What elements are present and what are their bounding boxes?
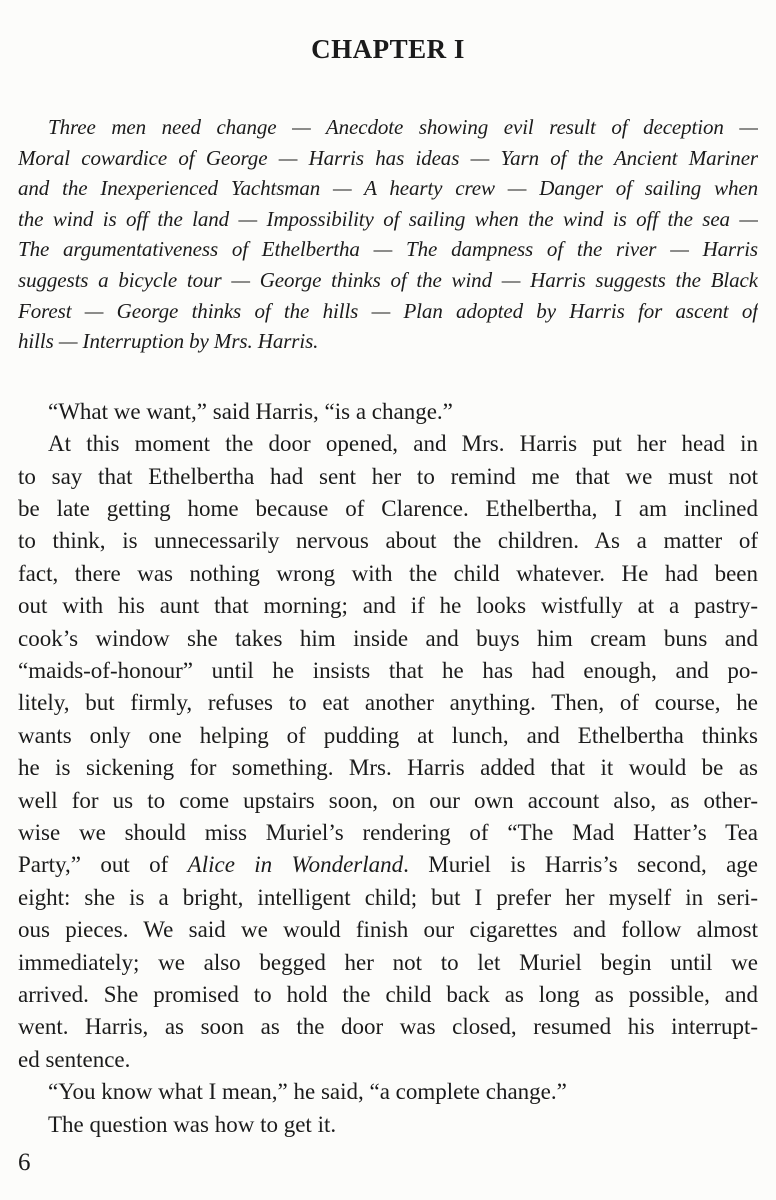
- text-segment: “What we want,” said Harris, “is a change.”: [48, 398, 453, 424]
- text-line: [18, 1044, 758, 1076]
- text-segment: Three men need change — Anecdote showing evil result of deception —: [48, 115, 758, 139]
- text-line: [18, 265, 758, 296]
- text-segment: Forest — George thinks of the hills — Plan adopted by Harris for ascent of: [18, 298, 758, 323]
- text-segment: Moral cowardice of George — Harris has ideas — Yarn of the Ancient Mariner: [18, 145, 758, 170]
- text-line: [18, 143, 758, 174]
- text-line: [18, 1011, 758, 1043]
- text-segment: “maids-of-honour” until he insists that he has had enough, and po-: [18, 658, 758, 683]
- text-segment: be late getting home because of Clarence. Ethelbertha, I am inclined: [18, 495, 758, 521]
- text-segment: ed sentence.: [18, 1046, 131, 1072]
- text-segment: to think, is unnecessarily nervous about the children. As a matter of: [18, 528, 758, 554]
- text-segment: to say that Ethelbertha had sent her to remind me that we must not: [18, 463, 758, 489]
- text-segment: wants only one helping of pudding at lunch, and Ethelbertha thinks: [18, 722, 758, 748]
- text-segment: The question was how to get it.: [48, 1111, 337, 1137]
- chapter-heading: CHAPTER I: [311, 34, 465, 64]
- text-line: [18, 914, 758, 946]
- text-segment: the wind is off the land — Impossibility of sailing when the wind is off the sea —: [18, 206, 758, 231]
- text-line: [18, 204, 758, 235]
- text-segment: well for us to come upstairs soon, on our own account also, as other-: [18, 787, 758, 813]
- text-line: [18, 947, 758, 979]
- text-line: [18, 785, 758, 817]
- text-line: [18, 655, 758, 687]
- text-line: [18, 112, 758, 143]
- text-segment: out with his aunt that morning; and if he looks wistfully at a pastry-: [18, 593, 758, 619]
- text-segment: immediately; we also begged her not to let Muriel begin until we: [18, 949, 758, 975]
- paragraph: [18, 428, 758, 1076]
- text-segment: he is sickening for something. Mrs. Harris added that it would be as: [18, 755, 758, 781]
- text-segment: suggests a bicycle tour — George thinks of the wind — Harris suggests the Black: [18, 267, 758, 292]
- text-segment: The argumentativeness of Ethelbertha — The dampness of the river — Harris: [18, 237, 758, 262]
- text-line: [18, 849, 758, 881]
- text-segment: At this moment the door opened, and Mrs. Harris put her head in: [48, 431, 758, 457]
- text-line: [18, 493, 758, 525]
- text-line: [18, 979, 758, 1011]
- text-segment: Party,” out of: [18, 852, 188, 878]
- page-number: 6: [18, 1149, 31, 1176]
- text-line: [18, 296, 758, 327]
- text-line: [18, 1109, 758, 1141]
- text-segment: eight: she is a bright, intelligent child; but I prefer her myself in seri-: [18, 884, 758, 910]
- text-line: [18, 326, 758, 357]
- italic-text: Alice in Wonderland: [187, 852, 404, 878]
- text-line: [18, 1076, 758, 1108]
- text-segment: fact, there was nothing wrong with the child whatever. He had been: [18, 560, 758, 586]
- text-segment: wise we should miss Muriel’s rendering of “The Mad Hatter’s Tea: [18, 820, 758, 846]
- text-line: [18, 752, 758, 784]
- text-segment: . Muriel is Harris’s second, age: [403, 852, 758, 878]
- paragraph: [18, 396, 758, 428]
- body-text: [18, 396, 758, 1141]
- text-line: [18, 623, 758, 655]
- text-line: [18, 173, 758, 204]
- text-line: [18, 396, 758, 428]
- text-line: [18, 590, 758, 622]
- text-line: [18, 720, 758, 752]
- text-line: [18, 687, 758, 719]
- text-segment: arrived. She promised to hold the child back as long as possible, and: [18, 982, 758, 1008]
- text-line: [18, 234, 758, 265]
- text-line: [18, 882, 758, 914]
- text-line: [18, 817, 758, 849]
- text-segment: went. Harris, as soon as the door was closed, resumed his interrupt-: [18, 1014, 758, 1040]
- text-line: [18, 558, 758, 590]
- text-segment: and the Inexperienced Yachtsman — A hearty crew — Danger of sailing when: [18, 176, 758, 201]
- text-segment: ous pieces. We said we would finish our cigarettes and follow almost: [18, 917, 758, 943]
- text-line: [18, 428, 758, 460]
- paragraph: [18, 1109, 758, 1141]
- text-line: [18, 461, 758, 493]
- text-segment: “You know what I mean,” he said, “a complete change.”: [48, 1079, 567, 1105]
- text-segment: cook’s window she takes him inside and buys him cream buns and: [18, 625, 758, 651]
- synopsis: [18, 112, 758, 357]
- text-segment: litely, but firmly, refuses to eat another anything. Then, of course, he: [18, 690, 758, 716]
- paragraph: [18, 1076, 758, 1108]
- text-line: [18, 525, 758, 557]
- text-segment: hills — Interruption by Mrs. Harris.: [18, 329, 319, 354]
